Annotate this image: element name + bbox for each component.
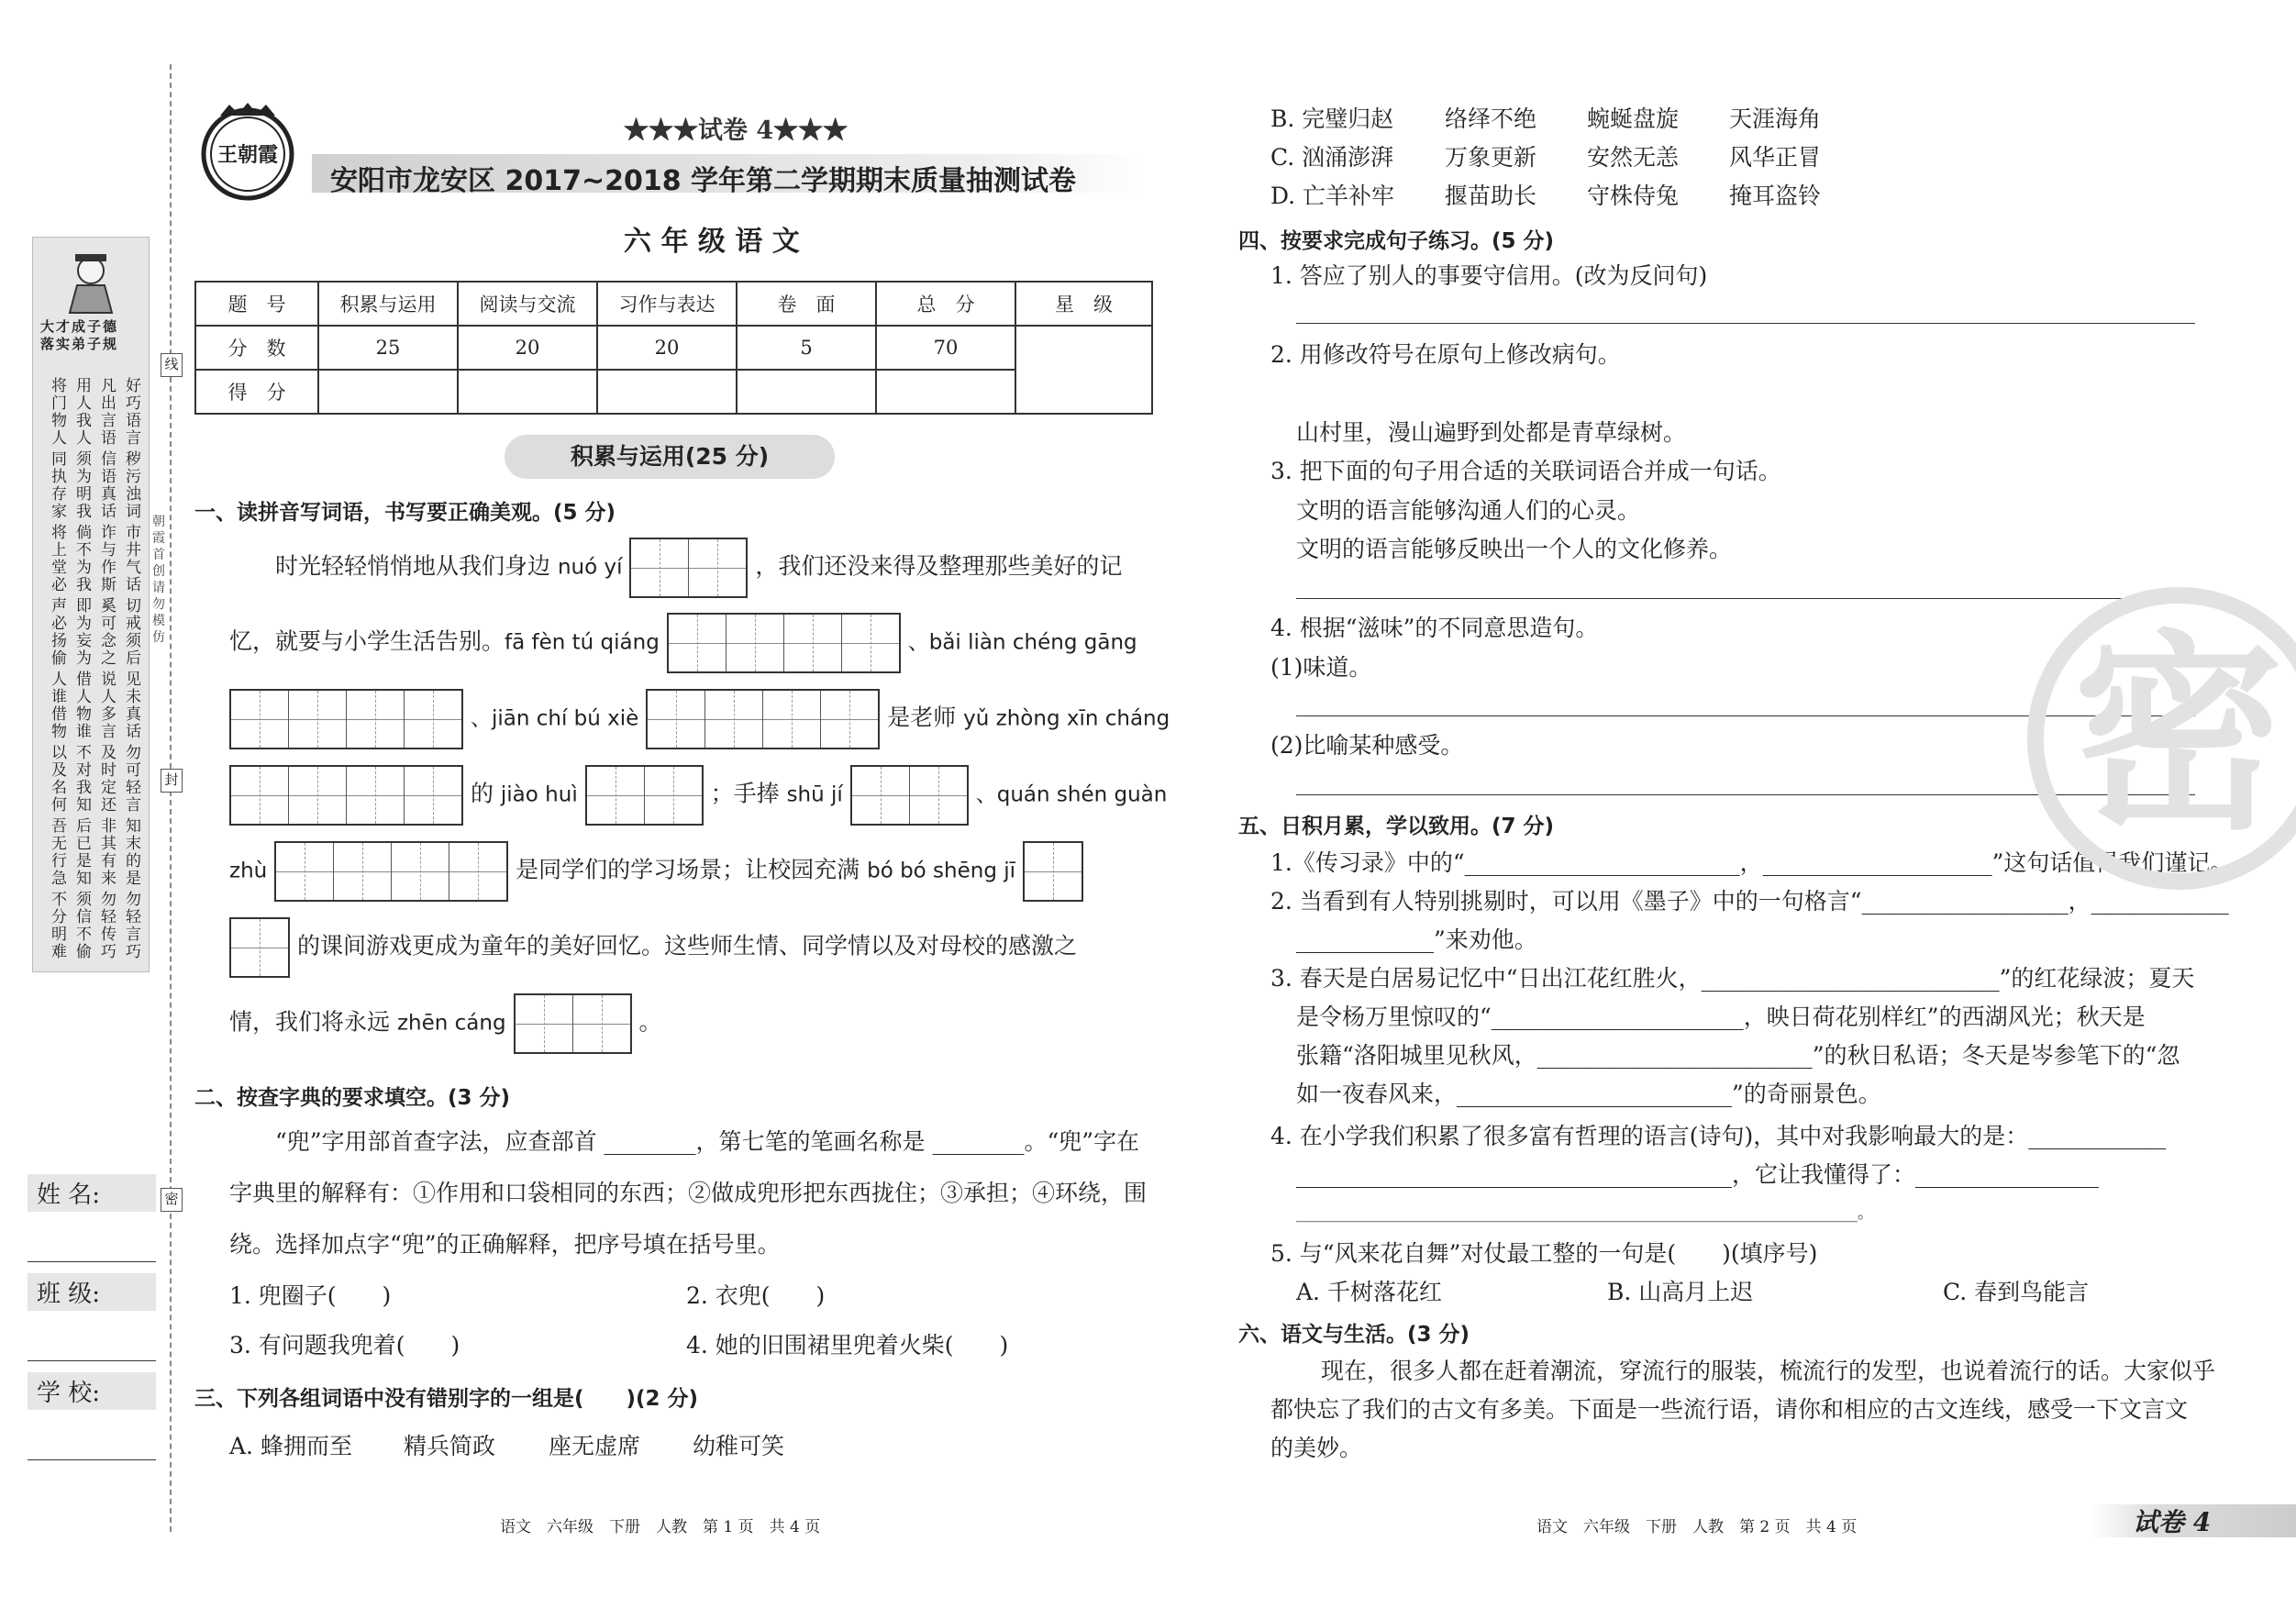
sidebar-column: 将门物人	[48, 377, 66, 447]
sidebar-column: 秽污浊词	[122, 450, 140, 520]
got-cell[interactable]	[318, 370, 458, 414]
q4-s1: 1. 答应了别人的事要守信用。(改为反问句)	[1270, 262, 1708, 289]
sidebar-column: 后已是知	[72, 817, 91, 887]
pinyin: zhēn cáng	[396, 1011, 506, 1036]
q2-item[interactable]: 2. 衣兜( )	[686, 1282, 826, 1309]
q1-line6	[229, 917, 1077, 978]
answer-line[interactable]	[1296, 598, 2195, 599]
seal-mark-secret: 密	[161, 1188, 183, 1212]
q3-option-b[interactable]	[1270, 104, 1822, 135]
pinyin: zhù	[229, 859, 268, 883]
seal-mark-seal: 封	[161, 769, 183, 793]
footer-tag: 试卷 4	[2133, 1507, 2212, 1537]
q5-l4b[interactable]: ______________________________________，它让我懂得了：________________	[1296, 1161, 2100, 1188]
side-note: 朝霞首创 请勿模仿	[152, 515, 165, 645]
sidebar-column: 须信不偷	[72, 891, 91, 960]
sidebar-illustration	[59, 250, 123, 315]
word: C. 汹涌澎湃	[1270, 144, 1394, 171]
stars-cell[interactable]	[1015, 326, 1152, 414]
th-stars: 星 级	[1015, 282, 1152, 326]
q4-s3-a: 文明的语言能够沟通人们的心灵。	[1296, 497, 1641, 524]
q2-line1: “兜”字用部首查字法，应查部首 ________，第七笔的笔画名称是 ________。“兜”字在	[275, 1128, 1140, 1155]
q2-item[interactable]: 3. 有问题我兜着( )	[229, 1332, 460, 1359]
word: 幼稚可笑	[693, 1433, 785, 1459]
sidebar-column: 借人物谁	[72, 671, 91, 740]
q4-s4-2: (2)比喻某种感受。	[1270, 732, 1464, 759]
sidebar-motto-1: 大才成子德	[40, 318, 119, 335]
q1-line3	[229, 689, 1170, 749]
q5-l5: 5. 与“风来花自舞”对仗最工整的一句是( )(填序号)	[1270, 1240, 1818, 1267]
word: 万象更新	[1445, 144, 1537, 171]
sidebar-column: 见未真话	[122, 671, 140, 740]
word: 安然无恙	[1587, 144, 1680, 171]
answer-boxes[interactable]	[646, 689, 880, 749]
q2-item[interactable]: 1. 兜圈子( )	[229, 1282, 392, 1309]
sidebar-column: 说人多言	[97, 671, 116, 740]
exam-title: 安阳市龙安区 2017~2018 学年第二学期期末质量抽测试卷	[330, 165, 1077, 197]
q6-p2: 都快忘了我们的古文有多美。下面是一些流行语，请你和相应的古文连线，感受一下文言文	[1270, 1396, 2189, 1423]
q5-option[interactable]: C. 春到鸟能言	[1943, 1279, 2090, 1305]
word: 络绎不绝	[1445, 105, 1537, 132]
q1-text: 时光轻轻悄悄地从我们身边	[275, 552, 558, 580]
sidebar-column: 市井气话	[122, 524, 140, 593]
school-label: 学 校:	[28, 1372, 156, 1410]
pinyin: 、bǎi liàn chéng gāng	[907, 630, 1137, 655]
word: 精兵简政	[404, 1433, 496, 1459]
class-field[interactable]	[28, 1311, 156, 1361]
th-number: 题 号	[195, 282, 318, 326]
name-label: 姓 名:	[28, 1174, 156, 1212]
row-got-label: 得 分	[195, 370, 318, 414]
word: A. 蜂拥而至	[229, 1433, 352, 1459]
sidebar-column: 同执存家	[48, 450, 66, 520]
q3-option-c[interactable]	[1270, 142, 1822, 173]
pinyin: 、jiān chí bú xiè	[470, 706, 639, 731]
word: 揠苗助长	[1445, 183, 1537, 209]
test-number-label: ★★★试卷 4★★★	[624, 116, 849, 145]
answer-boxes[interactable]	[667, 613, 901, 673]
section-pill: 积累与运用(25 分)	[505, 435, 835, 479]
q1-text: ，我们还没来得及整理那些美好的记	[755, 552, 1123, 580]
sidebar-column: 倘不为我	[72, 524, 91, 593]
sidebar-column: 知末的是	[122, 817, 140, 887]
logo-text: 王朝霞	[216, 143, 278, 167]
sidebar-column: 奚可念之	[97, 597, 116, 667]
q2-title: 二、按查字典的要求填空。(3 分)	[194, 1086, 511, 1110]
sidebar-column: 吾无行急	[48, 817, 66, 887]
answer-boxes[interactable]	[229, 689, 463, 749]
sidebar-column: 不分明难	[48, 891, 66, 960]
sidebar-column: 信语真话	[97, 450, 116, 520]
sidebar-motto-2: 落实弟子规	[40, 336, 119, 352]
sidebar-column: 及时定还	[97, 744, 116, 814]
word: 守株侍兔	[1587, 183, 1680, 209]
pinyin: bó bó shēng jī	[867, 859, 1016, 883]
sidebar-column: 用人我人	[72, 377, 91, 447]
watermark-char: 密	[2072, 614, 2284, 859]
points-cell: 25	[318, 326, 458, 370]
answer-boxes[interactable]	[274, 841, 508, 902]
q1-line4	[229, 765, 1167, 826]
q1-text: 情，我们将永远	[229, 1008, 397, 1036]
q4-s2: 2. 用修改符号在原句上修改病句。	[1270, 341, 1621, 368]
seal-mark-line: 线	[161, 353, 183, 377]
q3-option-d[interactable]	[1270, 181, 1822, 212]
pinyin: jiào huì	[500, 782, 578, 807]
q1-text: 的课间游戏更成为童年的美好回忆。这些师生情、同学情以及对母校的感激之	[296, 932, 1077, 959]
answer-boxes[interactable]	[585, 765, 704, 826]
school-field[interactable]	[28, 1410, 156, 1460]
pinyin: fā fèn tú qiáng	[505, 630, 660, 655]
answer-boxes[interactable]	[229, 765, 463, 826]
word: 座无虚席	[549, 1433, 641, 1459]
q1-line5	[229, 841, 1083, 902]
sidebar-column: 不对我知	[72, 744, 91, 814]
th-writing: 习作与表达	[597, 282, 737, 326]
answer-boxes[interactable]	[514, 993, 632, 1054]
sidebar-column: 即为妄为	[72, 597, 91, 667]
exam-subtitle: 六 年 级 语 文	[624, 226, 800, 258]
q1-line2	[229, 613, 1137, 673]
sidebar-column: 声必扬偷	[48, 597, 66, 667]
q5-title: 五、日积月累，学以致用。(7 分)	[1238, 815, 1555, 838]
class-label: 班 级:	[28, 1273, 156, 1311]
q5-l3d[interactable]: 如一夜春风来，________________________”的奇丽景色。	[1296, 1081, 1881, 1107]
pinyin: shū jí	[786, 782, 843, 807]
q5-l4[interactable]: 4. 在小学我们积累了很多富有哲理的语言(诗句)，其中对我影响最大的是：____________	[1270, 1123, 2167, 1149]
word: 天涯海角	[1729, 105, 1822, 132]
q4-s2-text: 山村里，漫山遍野到处都是青草绿树。	[1296, 419, 1687, 446]
th-accumulate: 积累与运用	[318, 282, 458, 326]
secret-watermark	[2027, 587, 2296, 890]
q3-option-a[interactable]	[229, 1431, 785, 1462]
q2-item[interactable]: 4. 她的旧围裙里兜着火柴( )	[686, 1332, 1009, 1359]
sidebar-column: 勿轻传巧	[97, 891, 116, 960]
points-cell: 20	[458, 326, 597, 370]
sidebar-column: 诈与作斯	[97, 524, 116, 593]
q1-text: 是同学们的学习场景；让校园充满	[516, 856, 868, 883]
q5-l3b[interactable]: 是令杨万里惊叹的“______________________，映日荷花别样红”的西湖风光；秋天是	[1296, 1004, 2146, 1030]
q5-l4c[interactable]: ________________________________________________________________________。	[1296, 1204, 1873, 1223]
q6-p3: 的美妙。	[1270, 1435, 1363, 1461]
q1-text: 。	[638, 1008, 662, 1036]
q4-s4-1: (1)味道。	[1270, 654, 1372, 681]
q1-title: 一、读拼音写词语，书写要正确美观。(5 分)	[194, 501, 616, 525]
points-cell: 20	[597, 326, 737, 370]
name-field[interactable]	[28, 1212, 156, 1262]
q4-s4: 4. 根据“滋味”的不同意思造句。	[1270, 615, 1599, 641]
q1-text: 是老师	[887, 704, 964, 731]
points-cell: 5	[737, 326, 876, 370]
pinyin: yǔ zhòng xīn cháng	[963, 706, 1170, 731]
sidebar-column: 勿轻言巧	[122, 891, 140, 960]
q5-l1[interactable]: 1.《传习录》中的“________________________，____________________”这句话值得我们谨记。	[1270, 849, 2234, 876]
q5-option[interactable]: B. 山高月上迟	[1607, 1279, 1754, 1305]
q3-title: 三、下列各组词语中没有错别字的一组是( )(2 分)	[194, 1387, 699, 1411]
q6-p1: 现在，很多人都在赶着潮流，穿流行的服装，梳流行的发型，也说着流行的话。大家似乎	[1321, 1358, 2216, 1384]
q1-text: 的	[470, 780, 501, 807]
sidebar-column: 好巧语言	[122, 377, 140, 447]
word: 蜿蜒盘旋	[1587, 105, 1680, 132]
q4-s3-b: 文明的语言能够反映出一个人的文化修养。	[1296, 536, 1733, 562]
sidebar-panel	[32, 237, 150, 972]
answer-line[interactable]	[1296, 323, 2195, 324]
q5-l2[interactable]: 2. 当看到有人特别挑剔时，可以用《墨子》中的一句格言“__________________，____________	[1270, 888, 2229, 915]
row-points-label: 分 数	[195, 326, 318, 370]
th-paper: 卷 面	[737, 282, 876, 326]
q6-title: 六、语文与生活。(3 分)	[1238, 1323, 1470, 1347]
th-total: 总 分	[876, 282, 1015, 326]
word: 风华正冒	[1729, 144, 1822, 171]
sidebar-column: 凡出言语	[97, 377, 116, 447]
q5-l3[interactable]: 3. 春天是白居易记忆中“日出江花红胜火，__________________________”的红花绿波；夏天	[1270, 965, 2195, 992]
sidebar-column: 以及名何	[48, 744, 66, 814]
answer-boxes[interactable]	[629, 538, 748, 598]
q1-text: ；手捧	[710, 780, 787, 807]
q2-line3: 绕。选择加点字“兜”的正确解释，把序号填在括号里。	[229, 1231, 781, 1258]
word: D. 亡羊补牢	[1270, 183, 1395, 209]
q2-line2: 字典里的解释有：①作用和口袋相同的东西；②做成兜形把东西拢住；③承担；④环绕，围	[229, 1180, 1148, 1206]
sidebar-column: 切戒须后	[122, 597, 140, 667]
answer-boxes[interactable]	[850, 765, 969, 826]
q5-l2b[interactable]: ____________”来劝他。	[1296, 926, 1537, 953]
sidebar-column: 非其有来	[97, 817, 116, 887]
got-cell[interactable]	[737, 370, 876, 414]
got-cell[interactable]	[876, 370, 1015, 414]
footer-right: 语文 六年级 下册 人教 第 2 页 共 4 页	[1536, 1518, 1858, 1536]
sidebar-text-columns	[42, 377, 143, 964]
logo-badge	[193, 101, 303, 202]
word: 掩耳盗铃	[1729, 183, 1822, 209]
q1-text: 忆，就要与小学生活告别。	[229, 627, 505, 655]
sidebar-column: 人谁借物	[48, 671, 66, 740]
got-cell[interactable]	[458, 370, 597, 414]
q1-line7	[229, 993, 661, 1054]
pinyin: nuó yí	[557, 555, 623, 580]
sidebar-column: 须为明我	[72, 450, 91, 520]
binding-dashed-line	[170, 64, 172, 1532]
word: B. 完璧归赵	[1270, 105, 1394, 132]
footer-left: 语文 六年级 下册 人教 第 1 页 共 4 页	[500, 1518, 821, 1536]
got-cell[interactable]	[597, 370, 737, 414]
q4-s3: 3. 把下面的句子用合适的关联词语合并成一句话。	[1270, 458, 1781, 484]
pinyin: 、quán shén guàn	[975, 782, 1168, 807]
answer-boxes[interactable]	[1023, 841, 1083, 902]
score-table	[194, 281, 1153, 415]
th-reading: 阅读与交流	[458, 282, 597, 326]
q5-l3c[interactable]: 张籍“洛阳城里见秋风，________________________”的秋日私语；冬天是岑参笔下的“忽	[1296, 1042, 2180, 1069]
q4-title: 四、按要求完成句子练习。(5 分)	[1238, 229, 1555, 253]
points-cell: 70	[876, 326, 1015, 370]
sidebar-column: 将上堂必	[48, 524, 66, 593]
q5-option[interactable]: A. 千树落花红	[1296, 1279, 1442, 1305]
sidebar-column: 勿可轻言	[122, 744, 140, 814]
answer-boxes[interactable]	[229, 917, 290, 978]
q1-line1	[275, 538, 1122, 598]
